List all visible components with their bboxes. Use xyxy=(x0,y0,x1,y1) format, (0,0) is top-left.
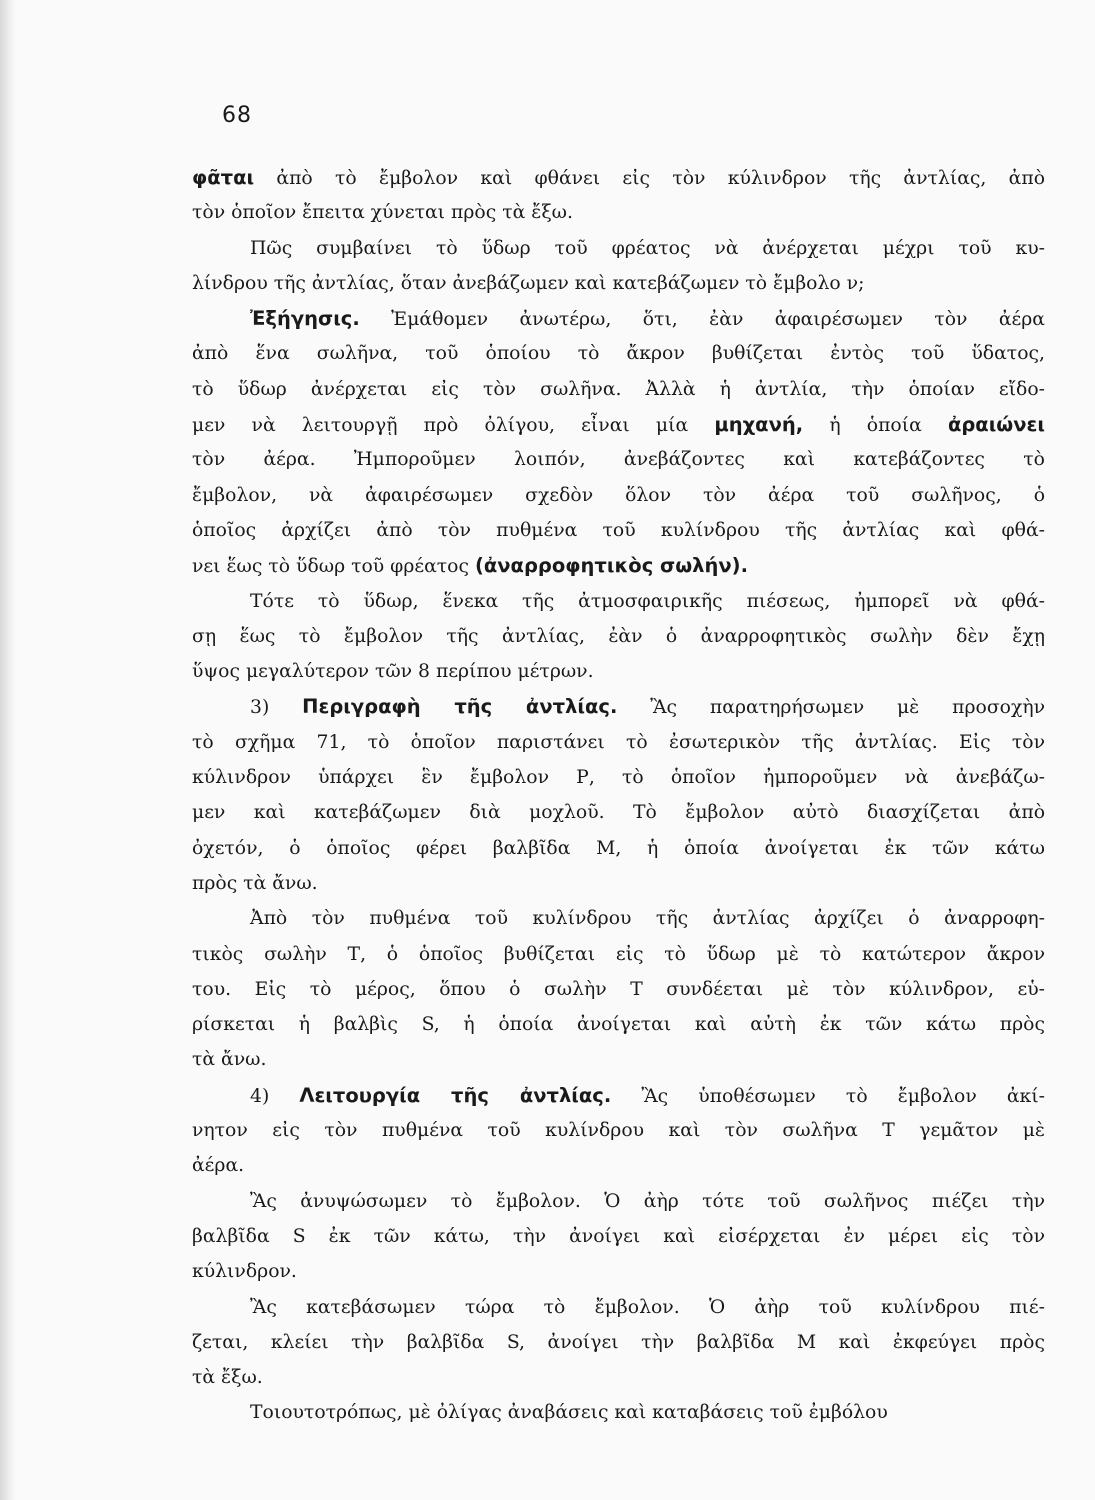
text-line xyxy=(192,1219,1045,1254)
text-run: λίνδρου τῆς ἀντλίας, ὅταν ἀνεβάζωμεν καὶ κατεβάζωμεν τὸ ἔμβολο ν; xyxy=(192,272,865,294)
text-run: ὕψος μεγαλύτερον τῶν 8 περίπου μέτρων. xyxy=(192,661,594,683)
text-line xyxy=(192,760,1045,795)
text-line xyxy=(192,336,1045,371)
text-run: ρίσκεται ἡ βαλβὶς S, ἡ ὁποία ἀνοίγεται καὶ αὐτὴ ἐκ τῶν κάτω πρὸς xyxy=(192,1014,1045,1036)
text-run: ζεται, κλείει τὴν βαλβῖδα S, ἀνοίγει τὴν βαλβῖδα Μ καὶ ἐκφεύγει πρὸς xyxy=(192,1331,1045,1353)
text-run: ἀέρα. xyxy=(192,1155,245,1177)
page-number: 68 xyxy=(222,103,252,128)
text-run: Τότε τὸ ὕδωρ, ἕνεκα τῆς ἀτμοσφαιρικῆς πιέσεως, ἠμπορεῖ νὰ φθά- xyxy=(250,590,1045,612)
text-run: ὁποῖος ἀρχίζει ἀπὸ τὸν πυθμένα τοῦ κυλίνδρου τῆς ἀντλίας καὶ φθά- xyxy=(192,519,1045,541)
text-run: Ἀπὸ τὸν πυθμένα τοῦ κυλίνδρου τῆς ἀντλίας ἀρχίζει ὁ ἀναρροφη- xyxy=(250,908,1045,930)
text-line xyxy=(192,901,1045,936)
text-run: Τοιουτοτρόπως, μὲ ὀλίγας ἀναβάσεις καὶ καταβάσεις τοῦ ἐμβόλου xyxy=(250,1402,888,1424)
text-run: τὸν ἀέρα. Ἠμποροῦμεν λοιπόν, ἀνεβάζοντες καὶ κατεβάζοντες τὸ xyxy=(192,449,1045,471)
text-line xyxy=(192,1254,1045,1289)
bold-term: φᾶται xyxy=(192,166,255,189)
text-run: ἡ ὁποία xyxy=(803,415,948,437)
text-line xyxy=(192,1290,1045,1325)
text-run: νει ἕως τὸ ὕδωρ τοῦ φρέατος xyxy=(192,556,475,578)
text-run: Ἂς ὑποθέσωμεν τὸ ἔμβολον ἀκί- xyxy=(611,1085,1045,1107)
text-line xyxy=(192,1325,1045,1360)
bold-term: Λειτουργία τῆς ἀντλίας. xyxy=(299,1083,612,1107)
bold-term: Ἐξήγησις. xyxy=(250,307,360,331)
text-run: τὸ σχῆμα 71, τὸ ὁποῖον παριστάνει τὸ ἐσωτερικὸν τῆς ἀντλίας. Εἰς τὸν xyxy=(192,731,1045,753)
text-line xyxy=(192,1042,1045,1077)
text-line xyxy=(192,1395,1045,1430)
text-run: σῃ ἕως τὸ ἔμβολον τῆς ἀντλίας, ἐὰν ὁ ἀναρροφητικὸς σωλὴν δὲν ἔχῃ xyxy=(192,625,1045,647)
text-run: βαλβῖδα S ἐκ τῶν κάτω, τὴν ἀνοίγει καὶ εἰσέρχεται ἐν μέρει εἰς τὸν xyxy=(192,1225,1045,1247)
text-run: τικὸς σωλὴν Τ, ὁ ὁποῖος βυθίζεται εἰς τὸ ὕδωρ μὲ τὸ κατώτερον ἄκρον xyxy=(192,943,1045,965)
text-line xyxy=(192,1360,1045,1395)
text-run: τὸ ὕδωρ ἀνέρχεται εἰς τὸν σωλῆνα. Ἀλλὰ ἡ ἀντλία, τὴν ὁποίαν εἴδο- xyxy=(192,378,1045,400)
page-gutter-shadow xyxy=(0,0,16,1500)
text-line xyxy=(192,160,1045,195)
text-line xyxy=(192,548,1045,583)
text-run: τὰ ἔξω. xyxy=(192,1367,263,1389)
text-run: Ἐμάθομεν ἀνωτέρω, ὅτι, ἐὰν ἀφαιρέσωμεν τὸν ἀέρα xyxy=(359,309,1045,331)
text-line xyxy=(192,725,1045,760)
text-run: Ἂς ἀνυψώσωμεν τὸ ἔμβολον. Ὁ ἀὴρ τότε τοῦ σωλῆνος πιέζει τὴν xyxy=(250,1190,1045,1212)
bold-term: Περιγραφὴ τῆς ἀντλίας. xyxy=(302,695,618,719)
text-run: ὀχετόν, ὁ ὁποῖος φέρει βαλβῖδα Μ, ἡ ὁποία ἀνοίγεται ἐκ τῶν κάτω xyxy=(192,837,1045,859)
text-run: πρὸς τὰ ἄνω. xyxy=(192,872,318,894)
text-run: κύλινδρον ὑπάρχει ἓν ἔμβολον Ρ, τὸ ὁποῖον ἠμποροῦμεν νὰ ἀνεβάζω- xyxy=(192,767,1045,789)
text-line xyxy=(192,866,1045,901)
text-run: Πῶς συμβαίνει τὸ ὕδωρ τοῦ φρέατος νὰ ἀνέρχεται μέχρι τοῦ κυ- xyxy=(250,237,1045,259)
text-line xyxy=(192,689,1045,724)
text-run: Ἂς παρατηρήσωμεν μὲ προσοχὴν xyxy=(617,697,1045,719)
text-run: 4) xyxy=(250,1085,300,1107)
text-line xyxy=(192,619,1045,654)
text-run: 3) xyxy=(250,697,303,719)
text-run: τὰ ἄνω. xyxy=(192,1049,267,1071)
text-line xyxy=(192,1113,1045,1148)
text-run: νητον εἰς τὸν πυθμένα τοῦ κυλίνδρου καὶ τὸν σωλῆνα Τ γεμᾶτον μὲ xyxy=(192,1120,1045,1142)
text-line xyxy=(192,407,1045,442)
bold-term: (ἀναρροφητικὸς σωλήν). xyxy=(474,554,749,578)
text-line xyxy=(192,584,1045,619)
text-run: μεν καὶ κατεβάζωμεν διὰ μοχλοῦ. Τὸ ἔμβολον αὐτὸ διασχίζεται ἀπὸ xyxy=(192,802,1045,824)
text-line xyxy=(192,1007,1045,1042)
text-line xyxy=(192,231,1045,266)
body-text xyxy=(192,160,1045,1431)
text-line xyxy=(192,513,1045,548)
text-line xyxy=(192,1078,1045,1113)
text-run: ἀπὸ ἕνα σωλῆνα, τοῦ ὁποίου τὸ ἄκρον βυθίζεται ἐντὸς τοῦ ὕδατος, xyxy=(192,343,1045,365)
text-line xyxy=(192,937,1045,972)
text-run: ἔμβολον, νὰ ἀφαιρέσωμεν σχεδὸν ὅλον τὸν ἀέρα τοῦ σωλῆνος, ὁ xyxy=(192,484,1045,506)
text-line xyxy=(192,1184,1045,1219)
text-line xyxy=(192,831,1045,866)
bold-term: ἀραιώνει xyxy=(947,413,1045,437)
text-run: τὸν ὁποῖον ἔπειτα χύνεται πρὸς τὰ ἔξω. xyxy=(192,202,573,224)
text-run: Ἂς κατεβάσωμεν τώρα τὸ ἔμβολον. Ὁ ἀὴρ τοῦ κυλίνδρου πιέ- xyxy=(250,1296,1045,1318)
text-line xyxy=(192,195,1045,230)
text-line xyxy=(192,795,1045,830)
text-run: του. Εἰς τὸ μέρος, ὅπου ὁ σωλὴν Τ συνδέεται μὲ τὸν κύλινδρον, εὑ- xyxy=(192,978,1045,1000)
bold-term: μηχανή, xyxy=(714,413,804,437)
text-line xyxy=(192,442,1045,477)
text-line xyxy=(192,301,1045,336)
text-run: κύλινδρον. xyxy=(192,1261,297,1283)
text-line xyxy=(192,654,1045,689)
text-line xyxy=(192,266,1045,301)
text-line xyxy=(192,972,1045,1007)
text-run: μεν νὰ λειτουργῇ πρὸ ὀλίγου, εἶναι μία xyxy=(192,415,715,437)
text-line xyxy=(192,372,1045,407)
text-line xyxy=(192,1148,1045,1183)
text-line xyxy=(192,478,1045,513)
text-run: ἀπὸ τὸ ἔμβολον καὶ φθάνει εἰς τὸν κύλινδρον τῆς ἀντλίας, ἀπὸ xyxy=(254,168,1045,189)
